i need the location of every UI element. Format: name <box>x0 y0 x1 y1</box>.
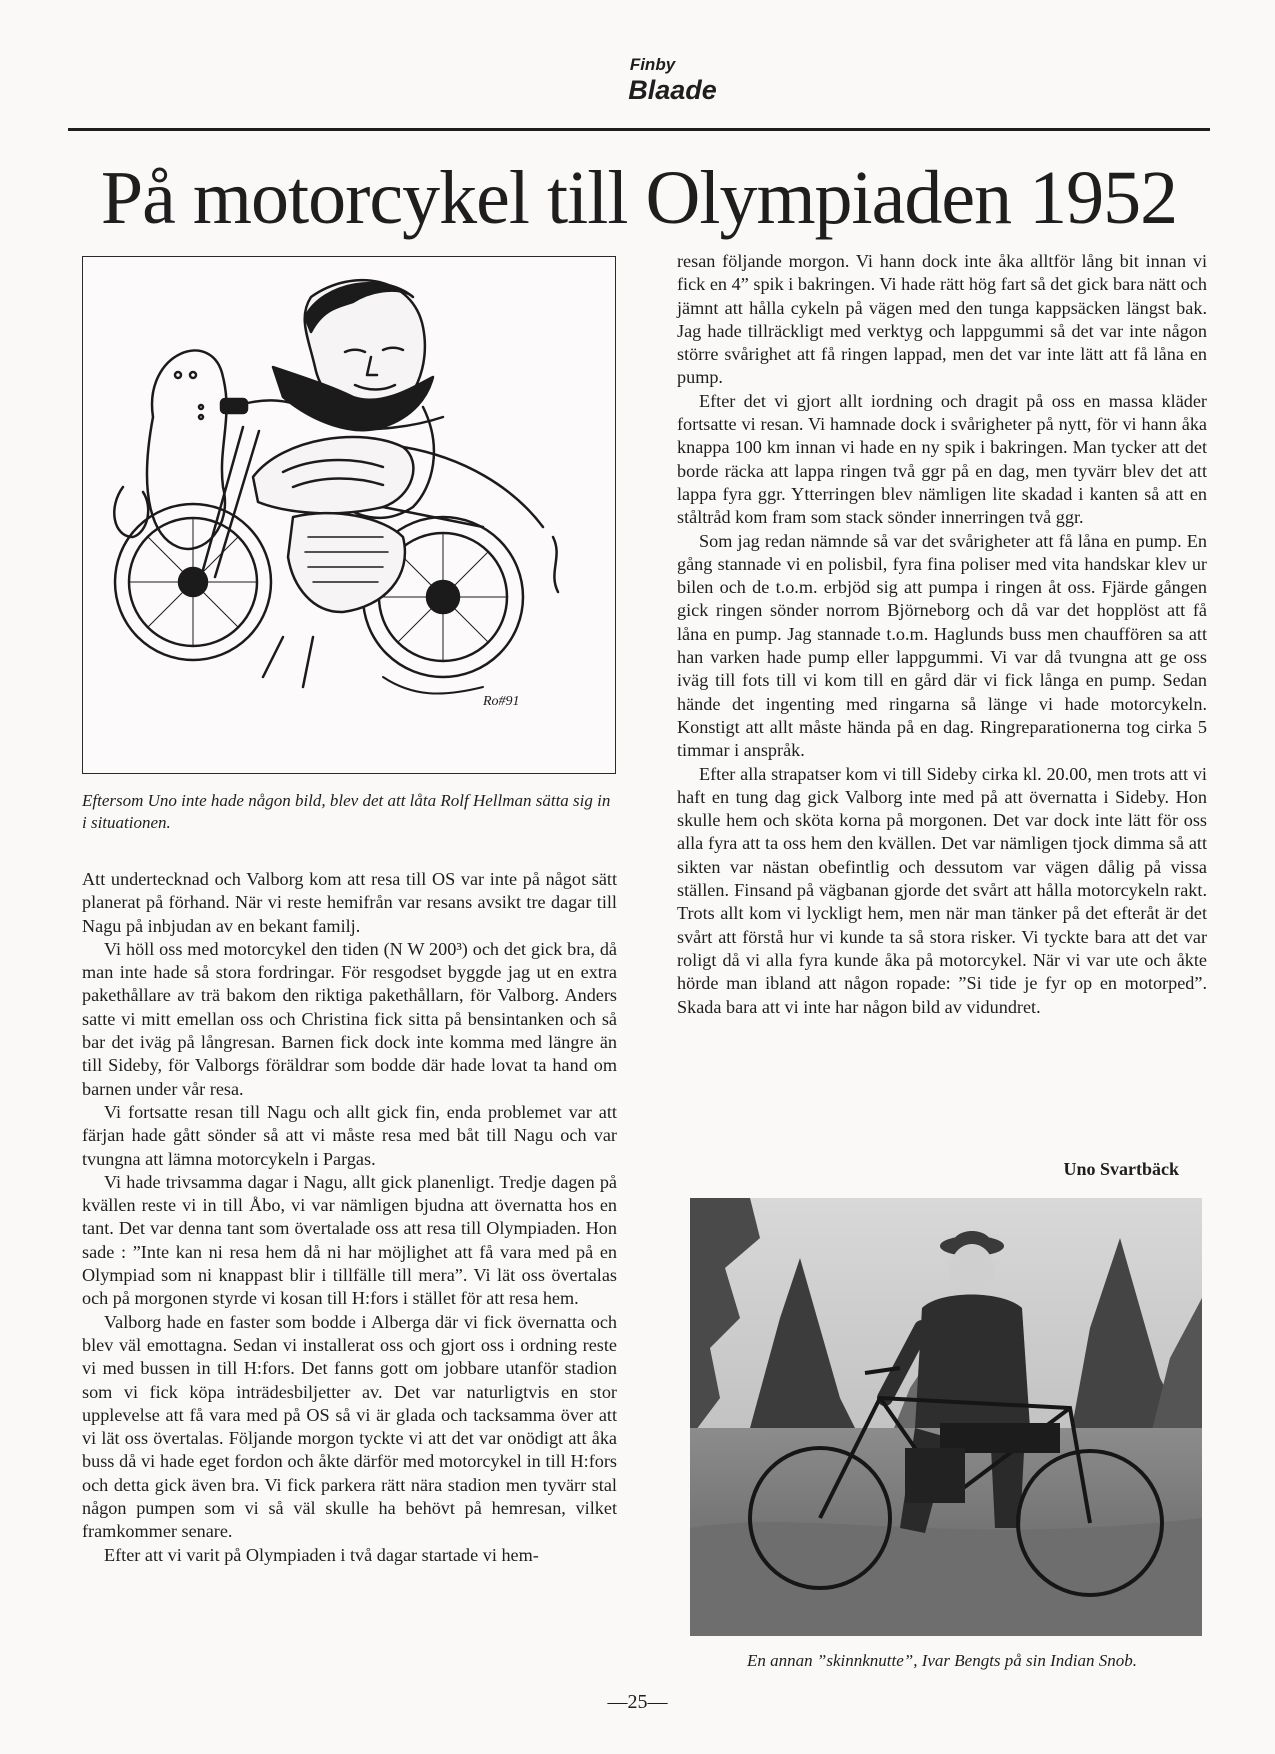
paragraph: Efter alla strapatser kom vi till Sideby cirka kl. 20.00, men trots att vi haft en tung dag gick Valborg inte med på att övernatta i Sideby. Hon skulle hem och sköta korna på morgonen. Det var dock inte lätt för oss alla fyra att ta oss hem den kvällen. Det var nämligen tjock dimma så att sikten var nästan obefintlig och dessutom var vägen dålig på vissa ställen. Finsand på vägbanan gjorde det svårt att hålla motorcykeln rakt. Trots allt kom vi lyckligt hem, men när man tänker på det efteråt är det svårt att förstå hur vi kunde ta så stora risker. Vi tyckte bara att det var roligt då vi alla fyra kunde åka på motorcykel. När vi var ute och åkte hörde man ibland att någon ropade: ”Si tide je fyr op en motorped”. Skada bara att vi inte har någon bild av vidundret. <box>677 763 1207 1017</box>
motorcycle-caricature-drawing <box>83 257 615 773</box>
masthead-small: Finby <box>629 55 676 74</box>
article-headline: På motorcykel till Olympiaden 1952 <box>100 156 1178 240</box>
caricature-illustration <box>82 256 616 774</box>
paragraph: Vi höll oss med motorcykel den tiden (N W 200³) och det gick bra, då man inte hade så stora fordringar. För resgodset byggde jag ut en extra pakethållare av trä bakom den riktiga pakethållarn, för Valborg. Anders satte vi mitt emellan oss och Christina fick sitta på bensintanken och så bar det iväg på långresan. Barnen fick dock inte komma med längre än till Sideby, för Valborgs föräldrar som bodde där hade lovat ta hand om barnen under vår resa. <box>82 938 617 1099</box>
paragraph: Att undertecknad och Valborg kom att resa till OS var inte på något sätt planerat på förhand. När vi reste hemifrån var resans avsikt tre dagar till Nagu på inbjudan av en bekant familj. <box>82 869 617 936</box>
masthead <box>0 55 1275 105</box>
paragraph: Vi hade trivsamma dagar i Nagu, allt gick planenligt. Tredje dagen på kvällen reste vi in till Åbo, vi var nämligen bjudna att övernatta hos en tant. Det var denna tant som övertalade oss att resa till Olympiaden. Hon sade : ”Inte kan ni resa hem då ni har möjlighet att få vara med på en Olympiad som ni knappast blir i tillfälle till mera”. Vi lät oss övertalas och på morgonen styrde vi kosan till H:fors i stället för att resa hem. <box>82 1171 617 1309</box>
paragraph: Vi fortsatte resan till Nagu och allt gick fin, enda problemet var att färjan hade gått sönder så att vi måste resa med båt till Nagu och var tvungna att lämna motorcykeln i Pargas. <box>82 1101 617 1169</box>
photo-caption: En annan ”skinnknutte”, Ivar Bengts på sin Indian Snob. <box>746 1651 1138 1670</box>
right-column <box>677 250 1207 1019</box>
motorcycle-photograph <box>690 1198 1202 1636</box>
author-byline: Uno Svartbäck <box>1063 1159 1179 1179</box>
paragraph: Valborg hade en faster som bodde i Alberga där vi fick övernatta och blev väl emottagna. Sedan vi installerat oss och gjort oss i ordning reste vi med bussen in till H:fors. Det fanns gott om jobbare utanför stadion som vi fick köpa inträdesbiljetter av. Det var naturligtvis en stor upplevelse att få vara med på OS så vi är glada och tacksamma över att vi lät oss övertalas. Följande morgon tyckte vi att det var onödigt att åka buss då vi hade eget fordon och åkte därför med motorcykel in till H:fors och detta gick även bra. Vi fick parkera rätt nära stadion men tyvärr stal någon pumpen som vi så väl skulle ha behövt på hemresan, vilket framkommer senare. <box>82 1311 617 1542</box>
paragraph: Som jag redan nämnde så var det svårigheter att få låna en pump. En gång stannade vi en polisbil, fyra fina poliser med vita handskar klev ur bilen och de t.o.m. erbjöd sig att pumpa i ringen åt oss. Fjärde gången gick ringen sönder norrom Björneborg och då var det hopplöst att få låna en pump. Jag stannade t.o.m. Haglunds buss men chauffören sa att han varken hade pump eller lappgummi. Vi var då tvungna att ge oss iväg till fots till vi kom till en gård där vi fick långa en pump. Sedan hände det ingenting med ringarna så länge vi hade motorcykeln. Konstigt att allt måste hända på en dag. Ringreparationerna tog cirka 5 timmar i anspråk. <box>677 530 1207 761</box>
page-number: —25— <box>607 1691 668 1713</box>
paragraph: resan följande morgon. Vi hann dock inte åka alltför lång bit innan vi fick en 4” spik i bakringen. Vi hade rätt hög fart så det gick bara nätt och jämnt att hålla cykeln på vägen med den tunga kappsäcken längst bak. Jag hade tillräckligt med verktyg och lappgummi så det var inte någon större svårighet att få ringen lappad, men det var inte lätt att få låna en pump. <box>677 251 1207 388</box>
illustration-caption: Eftersom Uno inte hade någon bild, blev det att låta Rolf Hellman sätta sig in i situationen. <box>82 791 611 832</box>
masthead-title: Blaade <box>628 75 717 105</box>
left-column <box>82 868 617 1567</box>
photo-drawing <box>690 1198 1202 1636</box>
paragraph: Efter det vi gjort allt iordning och dragit på oss en massa kläder fortsatte vi resan. Vi hamnade dock i svårigheter på nytt, för vi hann åka knappa 100 km innan vi hade en ny spik i bakringen. Man tycker att det borde räcka att lappa ringen två ggr på en dag, men tyvärr blev det att lappa fyra ggr. Ytterringen blev nämligen lite skadad i kanten så att en ståltråd kom fram som stack sönder innerringen två ggr. <box>677 390 1207 528</box>
illustration-signature: Ro#91 <box>483 694 520 709</box>
paragraph: Efter att vi varit på Olympiaden i två dagar startade vi hem- <box>104 1544 539 1565</box>
masthead-rule <box>68 128 1210 131</box>
